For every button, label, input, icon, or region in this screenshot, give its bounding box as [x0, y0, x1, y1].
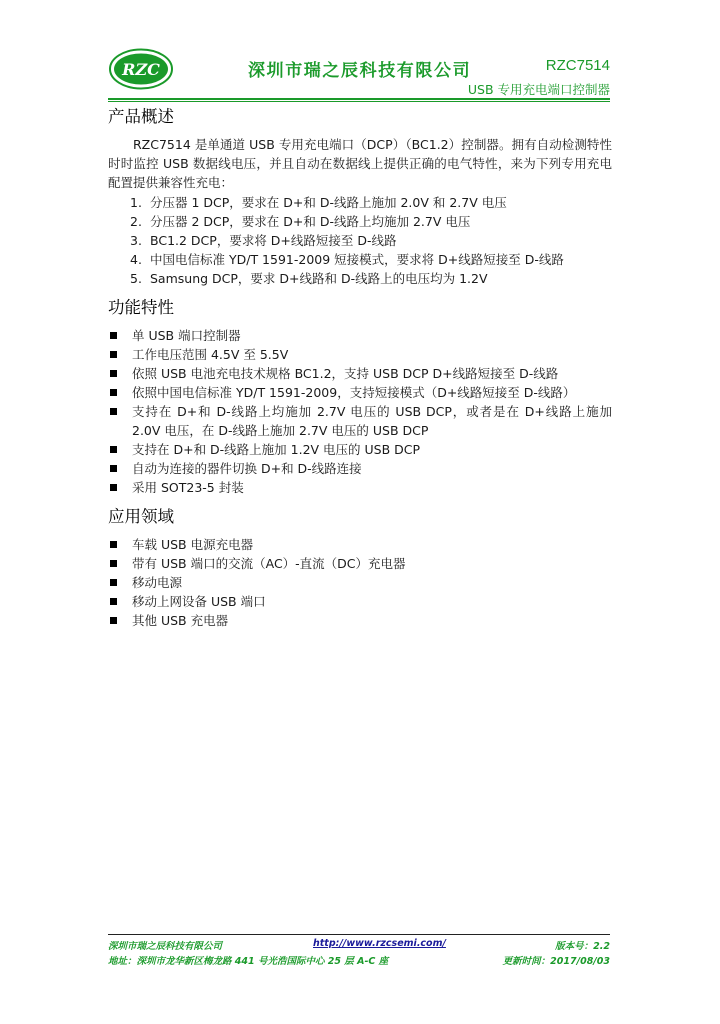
application-item — [108, 573, 612, 592]
feature-item — [108, 345, 612, 364]
square-bullet-icon — [110, 560, 117, 567]
feature-item — [108, 478, 612, 497]
application-item — [108, 554, 612, 573]
applications-list — [108, 535, 612, 630]
section-title-overview: 产品概述 — [108, 107, 174, 126]
feature-item — [108, 383, 612, 402]
features-section — [108, 296, 612, 497]
list-number: 2. — [130, 214, 142, 229]
company-name: 深圳市瑞之辰科技有限公司 — [248, 61, 472, 81]
bullet-text: 自动为连接的器件切换 D+和 D-线路连接 — [132, 461, 362, 476]
footer-divider — [108, 934, 610, 935]
bullet-text: 支持在 D+和 D-线路上均施加 2.7V 电压的 USB DCP，或者是在 D+线路上施加 2.0V 电压，在 D-线路上施加 2.7V 电压的 USB DCP — [132, 404, 612, 438]
bullet-text: 采用 SOT23-5 封装 — [132, 480, 244, 495]
section-title-features: 功能特性 — [108, 298, 174, 317]
applications-section — [108, 505, 612, 630]
list-number: 1. — [130, 195, 142, 210]
overview-list-item — [108, 250, 612, 269]
product-subtitle: USB 专用充电端口控制器 — [467, 82, 610, 97]
svg-text:RZC: RZC — [122, 60, 160, 79]
overview-list-item — [108, 212, 612, 231]
bullet-text: 移动上网设备 USB 端口 — [132, 594, 266, 609]
square-bullet-icon — [110, 484, 117, 491]
feature-item — [108, 364, 612, 383]
footer-company: 深圳市瑞之辰科技有限公司 — [108, 941, 223, 952]
feature-item — [108, 402, 612, 440]
overview-section — [108, 105, 612, 288]
list-text: 分压器 1 DCP，要求在 D+和 D-线路上施加 2.0V 和 2.7V 电压 — [150, 195, 507, 210]
overview-list — [108, 193, 612, 288]
bullet-text: 带有 USB 端口的交流（AC）-直流（DC）充电器 — [132, 556, 406, 571]
square-bullet-icon — [110, 598, 117, 605]
bullet-text: 依照 USB 电池充电技术规格 BC1.2，支持 USB DCP D+线路短接至 D-线路 — [132, 366, 559, 381]
section-title-applications: 应用领域 — [108, 507, 174, 526]
company-logo — [108, 47, 174, 91]
list-number: 5. — [130, 271, 142, 286]
overview-list-item — [108, 231, 612, 250]
overview-list-item — [108, 269, 612, 288]
product-model: RZC7514 — [545, 57, 610, 74]
footer-update-date: 更新时间：2017/08/03 — [502, 956, 610, 967]
list-number: 4. — [130, 252, 142, 267]
square-bullet-icon — [110, 332, 117, 339]
application-item — [108, 592, 612, 611]
square-bullet-icon — [110, 351, 117, 358]
bullet-text: 移动电源 — [132, 575, 183, 590]
square-bullet-icon — [110, 389, 117, 396]
square-bullet-icon — [110, 579, 117, 586]
document-body — [108, 105, 612, 630]
list-text: BC1.2 DCP，要求将 D+线路短接至 D-线路 — [150, 233, 397, 248]
application-item — [108, 611, 612, 630]
list-text: 中国电信标准 YD/T 1591-2009 短接模式，要求将 D+线路短接至 D-线路 — [150, 252, 564, 267]
feature-item — [108, 326, 612, 345]
overview-intro: RZC7514 是单通道 USB 专用充电端口（DCP）（BC1.2）控制器。拥有自动检测特性时时监控 USB 数据线电压，并且自动在数据线上提供正确的电气特性，来为下列专用充电配置提供兼容性充电： — [108, 137, 612, 190]
bullet-text: 支持在 D+和 D-线路上施加 1.2V 电压的 USB DCP — [132, 442, 421, 457]
square-bullet-icon — [110, 408, 117, 415]
bullet-text: 依照中国电信标准 YD/T 1591-2009，支持短接模式（D+线路短接至 D-线路） — [132, 385, 576, 400]
square-bullet-icon — [110, 617, 117, 624]
feature-item — [108, 459, 612, 478]
bullet-text: 工作电压范围 4.5V 至 5.5V — [132, 347, 289, 362]
bullet-text: 其他 USB 充电器 — [132, 613, 229, 628]
overview-list-item — [108, 193, 612, 212]
footer-version: 版本号：2.2 — [555, 941, 610, 952]
square-bullet-icon — [110, 465, 117, 472]
list-text: 分压器 2 DCP，要求在 D+和 D-线路上均施加 2.7V 电压 — [150, 214, 471, 229]
feature-item — [108, 440, 612, 459]
header-divider — [108, 98, 610, 102]
bullet-text: 单 USB 端口控制器 — [132, 328, 241, 343]
list-text: Samsung DCP，要求 D+线路和 D-线路上的电压均为 1.2V — [150, 271, 488, 286]
square-bullet-icon — [110, 446, 117, 453]
application-item — [108, 535, 612, 554]
square-bullet-icon — [110, 370, 117, 377]
list-number: 3. — [130, 233, 142, 248]
square-bullet-icon — [110, 541, 117, 548]
footer-address: 地址：深圳市龙华新区梅龙路 441 号光浩国际中心 25 层 A-C 座 — [108, 956, 389, 967]
bullet-text: 车载 USB 电源充电器 — [132, 537, 254, 552]
features-list — [108, 326, 612, 497]
footer-website-link[interactable]: http://www.rzcsemi.com/ — [313, 938, 446, 949]
